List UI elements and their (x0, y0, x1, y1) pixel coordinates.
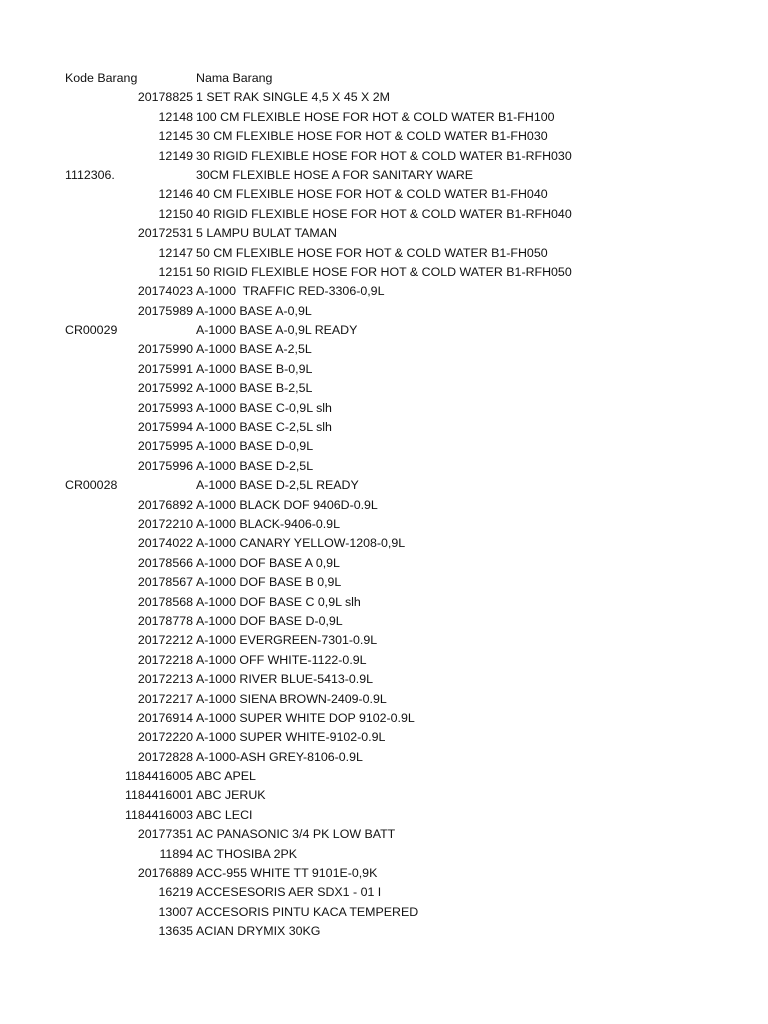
table-row (0, 883, 768, 902)
nama-barang-cell: 40 RIGID FLEXIBLE HOSE FOR HOT & COLD WATER B1-RFH040 (196, 206, 572, 221)
nama-barang-cell: A-1000 SUPER WHITE DOP 9102-0.9L (196, 710, 415, 725)
kode-barang-cell: 20178778 (137, 613, 193, 628)
table-row (0, 437, 768, 456)
nama-barang-cell: A-1000 EVERGREEN-7301-0.9L (196, 633, 378, 648)
kode-barang-cell: 12145 (158, 129, 193, 144)
kode-barang-cell: 20175996 (137, 458, 193, 473)
table-row (0, 554, 768, 573)
nama-barang-cell: A-1000 SUPER WHITE-9102-0.9L (196, 730, 386, 745)
table-body (0, 88, 768, 941)
nama-barang-cell: 30 RIGID FLEXIBLE HOSE FOR HOT & COLD WATER B1-RFH030 (196, 148, 572, 163)
kode-barang-cell: 20172828 (137, 749, 193, 764)
table-row (0, 224, 768, 243)
nama-barang-cell: AC THOSIBA 2PK (196, 846, 297, 861)
kode-barang-cell: 20175995 (137, 439, 193, 454)
kode-barang-cell: CR00029 (65, 323, 118, 338)
kode-barang-cell: 1184416005 (125, 769, 193, 784)
nama-barang-cell: ABC JERUK (196, 788, 266, 803)
kode-barang-cell: 12149 (158, 148, 193, 163)
table-row (0, 166, 768, 185)
kode-barang-cell: 20175991 (137, 361, 193, 376)
nama-barang-cell: A-1000 BLACK DOF 9406D-0.9L (196, 497, 378, 512)
kode-barang-cell: 20172213 (137, 672, 193, 687)
nama-barang-cell: 50 CM FLEXIBLE HOSE FOR HOT & COLD WATER B1-FH050 (196, 245, 548, 260)
header-kode-barang: Kode Barang (65, 71, 138, 85)
kode-barang-cell: 12151 (158, 264, 193, 279)
table-row (0, 573, 768, 592)
table-row (0, 612, 768, 631)
nama-barang-cell: 100 CM FLEXIBLE HOSE FOR HOT & COLD WATER B1-FH100 (196, 109, 555, 124)
nama-barang-cell: A-1000 BASE C-2,5L slh (196, 420, 332, 435)
table-row (0, 263, 768, 282)
kode-barang-cell: 20172217 (137, 691, 193, 706)
kode-barang-cell: 20175990 (137, 342, 193, 357)
nama-barang-cell: ABC LECI (196, 807, 253, 822)
kode-barang-cell: 12147 (158, 245, 193, 260)
table-row (0, 457, 768, 476)
nama-barang-cell: A-1000 DOF BASE A 0,9L (196, 555, 340, 570)
kode-barang-cell: 20178825 (137, 90, 193, 105)
kode-barang-cell: CR00028 (65, 478, 118, 493)
kode-barang-cell: 20175992 (137, 381, 193, 396)
table-row (0, 670, 768, 689)
kode-barang-cell: 20175993 (137, 400, 193, 415)
table-row (0, 399, 768, 418)
nama-barang-cell: A-1000 DOF BASE B 0,9L (196, 575, 342, 590)
header-nama-barang: Nama Barang (196, 71, 273, 85)
kode-barang-cell: 20178566 (137, 555, 193, 570)
table-row (0, 651, 768, 670)
table-row (0, 282, 768, 301)
kode-barang-cell: 13007 (158, 904, 193, 919)
nama-barang-cell: ACC-955 WHITE TT 9101E-0,9K (196, 866, 378, 881)
kode-barang-cell: 20174023 (137, 284, 193, 299)
kode-barang-cell: 20177351 (137, 827, 193, 842)
kode-barang-cell: 13635 (158, 924, 193, 939)
table-row (0, 340, 768, 359)
table-row (0, 593, 768, 612)
table-row (0, 709, 768, 728)
nama-barang-cell: A-1000 RIVER BLUE-5413-0.9L (196, 672, 374, 687)
nama-barang-cell: ACIAN DRYMIX 30KG (196, 924, 321, 939)
table-row (0, 690, 768, 709)
table-row (0, 418, 768, 437)
kode-barang-cell: 20172220 (137, 730, 193, 745)
item-table (0, 69, 768, 942)
table-row (0, 360, 768, 379)
kode-barang-cell: 12150 (158, 206, 193, 221)
table-row (0, 88, 768, 107)
kode-barang-cell: 16219 (158, 885, 193, 900)
nama-barang-cell: 1 SET RAK SINGLE 4,5 X 45 X 2M (196, 90, 390, 105)
table-row (0, 185, 768, 204)
table-row (0, 108, 768, 127)
kode-barang-cell: 1112306. (65, 167, 115, 182)
kode-barang-cell: 12146 (158, 187, 193, 202)
nama-barang-cell: A-1000 BASE B-0,9L (196, 361, 313, 376)
kode-barang-cell: 20172531 (137, 226, 193, 241)
nama-barang-cell: 30CM FLEXIBLE HOSE A FOR SANITARY WARE (196, 167, 474, 182)
table-row (0, 748, 768, 767)
kode-barang-cell: 20178568 (137, 594, 193, 609)
table-row (0, 244, 768, 263)
nama-barang-cell: ACCESORIS PINTU KACA TEMPERED (196, 904, 419, 919)
kode-barang-cell: 20176892 (137, 497, 193, 512)
kode-barang-cell: 20175994 (137, 420, 193, 435)
kode-barang-cell: 11894 (159, 846, 193, 861)
nama-barang-cell: A-1000 OFF WHITE-1122-0.9L (196, 652, 367, 667)
kode-barang-cell: 20174022 (137, 536, 193, 551)
table-row (0, 147, 768, 166)
nama-barang-cell: A-1000 BASE D-0,9L (196, 439, 314, 454)
nama-barang-cell: 5 LAMPU BULAT TAMAN (196, 226, 337, 241)
table-row (0, 379, 768, 398)
kode-barang-cell: 20175989 (137, 303, 193, 318)
nama-barang-cell: A-1000 BASE A-2,5L (196, 342, 312, 357)
table-row (0, 534, 768, 553)
kode-barang-cell: 1184416003 (125, 807, 193, 822)
nama-barang-cell: A-1000 SIENA BROWN-2409-0.9L (196, 691, 387, 706)
table-row (0, 728, 768, 747)
nama-barang-cell: AC PANASONIC 3/4 PK LOW BATT (196, 827, 396, 842)
nama-barang-cell: A-1000 BASE D-2,5L (196, 458, 314, 473)
nama-barang-cell: A-1000-ASH GREY-8106-0.9L (196, 749, 363, 764)
header-row (0, 69, 768, 88)
nama-barang-cell: 50 RIGID FLEXIBLE HOSE FOR HOT & COLD WATER B1-RFH050 (196, 264, 572, 279)
table-row (0, 205, 768, 224)
table-row (0, 476, 768, 495)
table-row (0, 922, 768, 941)
nama-barang-cell: ABC APEL (196, 769, 256, 784)
nama-barang-cell: A-1000 BASE A-0,9L (196, 303, 312, 318)
nama-barang-cell: 40 CM FLEXIBLE HOSE FOR HOT & COLD WATER B1-FH040 (196, 187, 548, 202)
nama-barang-cell: A-1000 BLACK-9406-0.9L (196, 516, 340, 531)
kode-barang-cell: 20176914 (137, 710, 193, 725)
nama-barang-cell: A-1000 DOF BASE C 0,9L slh (196, 594, 361, 609)
nama-barang-cell: A-1000 BASE B-2,5L (196, 381, 313, 396)
table-row (0, 864, 768, 883)
table-row (0, 767, 768, 786)
nama-barang-cell: A-1000 CANARY YELLOW-1208-0,9L (196, 536, 406, 551)
table-row (0, 903, 768, 922)
nama-barang-cell: A-1000 BASE A-0,9L READY (196, 323, 358, 338)
nama-barang-cell: ACCESESORIS AER SDX1 - 01 I (196, 885, 382, 900)
kode-barang-cell: 12148 (158, 109, 193, 124)
table-row (0, 302, 768, 321)
kode-barang-cell: 20178567 (137, 575, 193, 590)
nama-barang-cell: A-1000 BASE C-0,9L slh (196, 400, 332, 415)
kode-barang-cell: 20172218 (137, 652, 193, 667)
table-row (0, 845, 768, 864)
nama-barang-cell: A-1000 DOF BASE D-0,9L (196, 613, 343, 628)
table-row (0, 496, 768, 515)
kode-barang-cell: 20176889 (137, 866, 193, 881)
kode-barang-cell: 1184416001 (125, 788, 193, 803)
table-row (0, 631, 768, 650)
table-row (0, 515, 768, 534)
table-row (0, 321, 768, 340)
table-row (0, 806, 768, 825)
table-row (0, 786, 768, 805)
kode-barang-cell: 20172210 (137, 516, 193, 531)
nama-barang-cell: 30 CM FLEXIBLE HOSE FOR HOT & COLD WATER B1-FH030 (196, 129, 548, 144)
kode-barang-cell: 20172212 (137, 633, 193, 648)
table-row (0, 127, 768, 146)
nama-barang-cell: A-1000 TRAFFIC RED-3306-0,9L (196, 284, 385, 299)
table-row (0, 825, 768, 844)
nama-barang-cell: A-1000 BASE D-2,5L READY (196, 478, 359, 493)
